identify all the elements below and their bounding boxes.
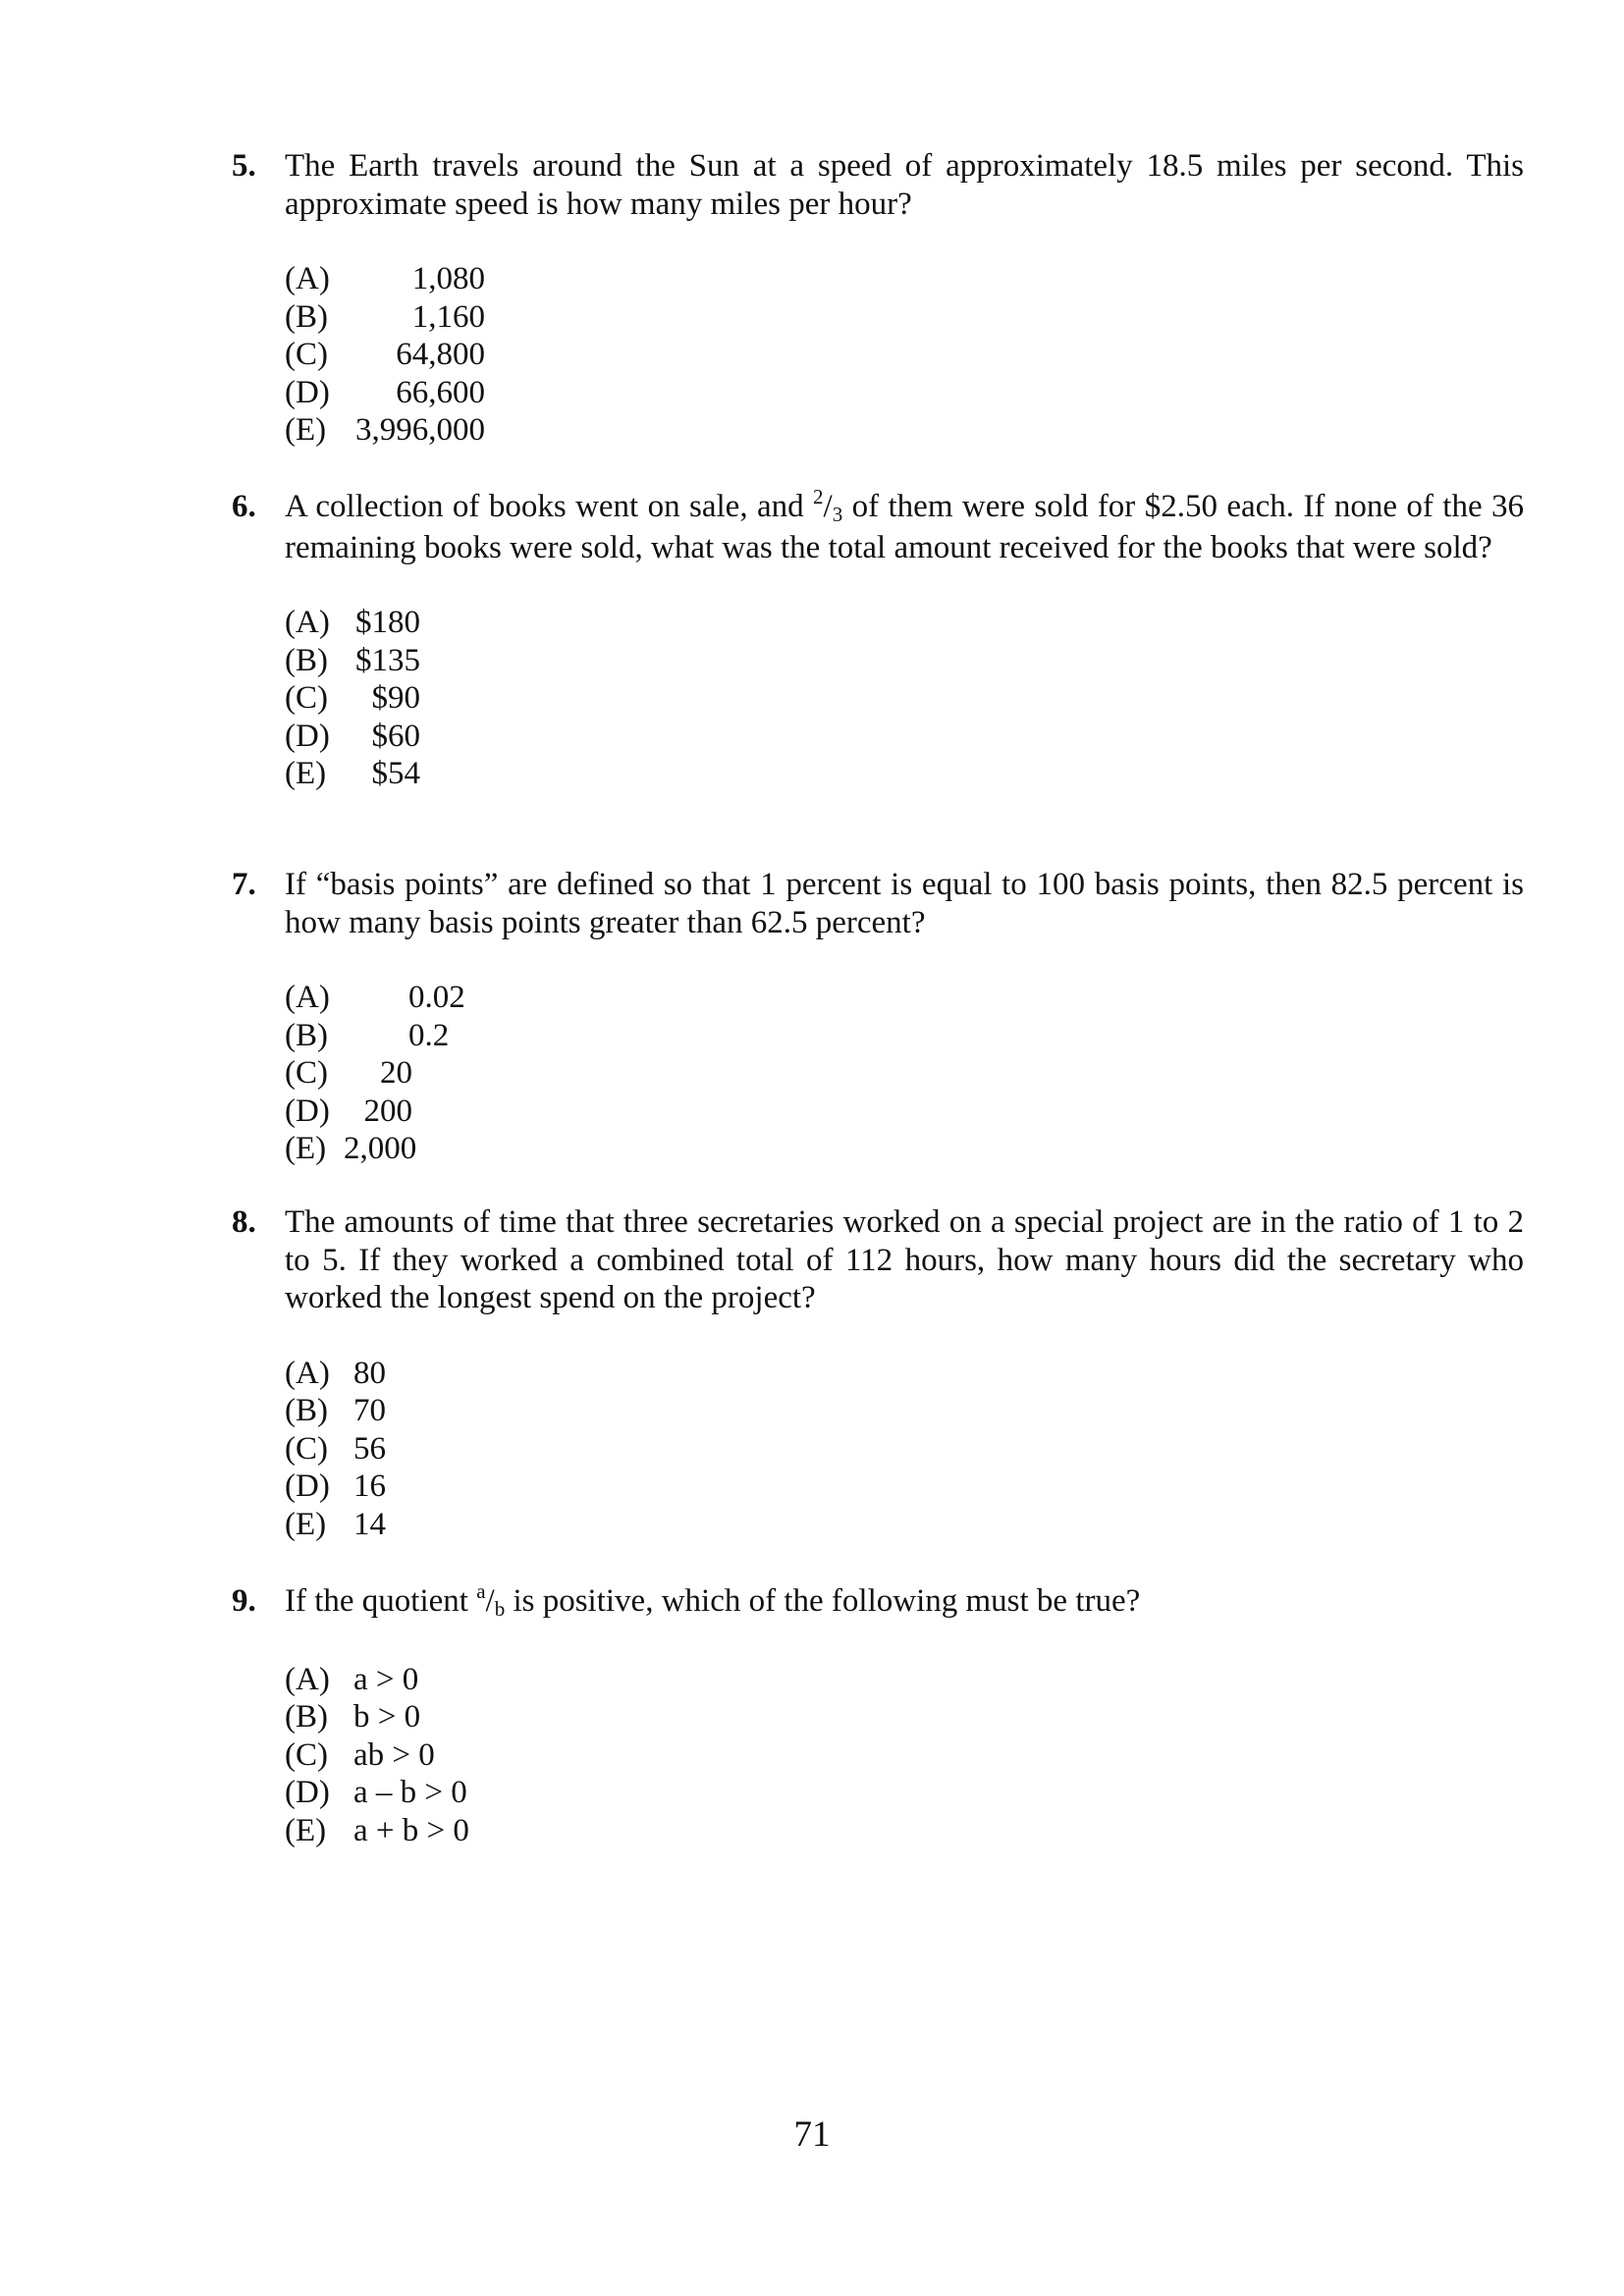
option-value: ab > 0 <box>353 1736 435 1773</box>
option-b <box>285 298 1524 337</box>
question-text-start: If the quotient <box>285 1583 477 1619</box>
answer-options <box>285 1355 1524 1544</box>
option-label: (A) <box>285 980 330 1015</box>
option-c <box>285 1430 1524 1468</box>
option-value: 0.02 <box>408 980 465 1015</box>
question-number: 6. <box>232 489 256 524</box>
option-label: (D) <box>285 1093 330 1129</box>
answer-options <box>285 979 1524 1168</box>
option-label: (A) <box>285 261 330 296</box>
option-value: $60 <box>371 718 420 754</box>
question-9 <box>232 1579 1524 1849</box>
option-value: 66,600 <box>396 374 485 410</box>
option-value: 16 <box>353 1468 386 1504</box>
option-label: (C) <box>285 1430 328 1467</box>
answer-options <box>285 604 1524 793</box>
answer-options <box>285 1661 1524 1850</box>
option-label: (E) <box>285 756 327 791</box>
option-label: (D) <box>285 374 330 410</box>
question-7 <box>232 866 1524 1168</box>
fraction-numerator: 2 <box>813 485 824 508</box>
option-label: (C) <box>285 337 328 372</box>
option-value: a + b > 0 <box>353 1812 469 1848</box>
option-label: (B) <box>285 298 328 335</box>
option-label: (A) <box>285 1355 330 1391</box>
option-b <box>285 642 1524 680</box>
option-d <box>285 1468 1524 1506</box>
option-value: 64,800 <box>396 337 485 372</box>
option-value: $90 <box>371 680 420 716</box>
fraction-slash: / <box>823 489 833 524</box>
option-label: (C) <box>285 680 328 716</box>
fraction-numerator: a <box>476 1579 486 1603</box>
option-a <box>285 260 1524 298</box>
option-value: $54 <box>371 756 420 791</box>
option-a <box>285 1355 1524 1393</box>
option-label: (A) <box>285 1661 330 1697</box>
option-value: 3,996,000 <box>355 412 485 448</box>
option-label: (D) <box>285 1775 330 1810</box>
question-8 <box>232 1203 1524 1543</box>
option-label: (E) <box>285 1812 327 1848</box>
option-value: a – b > 0 <box>353 1775 467 1810</box>
option-d <box>285 718 1524 756</box>
option-c <box>285 679 1524 718</box>
option-b <box>285 1698 1524 1736</box>
option-e <box>285 1812 1524 1850</box>
option-label: (B) <box>285 642 328 678</box>
question-text-start: A collection of books went on sale, and <box>285 489 814 524</box>
option-e <box>285 1506 1524 1544</box>
option-value: 56 <box>353 1430 386 1467</box>
option-value: $135 <box>355 642 420 678</box>
option-value: 200 <box>363 1093 412 1129</box>
fraction-slash: / <box>485 1583 495 1619</box>
option-label: (B) <box>285 1017 328 1053</box>
option-d <box>285 374 1524 412</box>
option-value: b > 0 <box>353 1699 421 1735</box>
option-label: (A) <box>285 605 330 640</box>
question-text-end: of them were sold for $2.50 each. If none of the 36 remaining books were sold, what was the total amount received for the books that were sold? <box>285 489 1524 565</box>
question-text: The Earth travels around the Sun at a speed of approximately 18.5 miles per second. This approximate speed is how many miles per hour? <box>285 148 1524 222</box>
question-text: If “basis points” are defined so that 1 percent is equal to 100 basis points, then 82.5 percent is how many basis points greater than 62.5 percent? <box>285 867 1524 940</box>
option-value: a > 0 <box>353 1661 419 1697</box>
option-label: (D) <box>285 718 330 754</box>
question-number: 7. <box>232 867 256 902</box>
option-value: 14 <box>353 1506 386 1542</box>
option-e <box>285 1130 1524 1168</box>
option-label: (C) <box>285 1736 328 1773</box>
question-text <box>285 1579 1524 1624</box>
option-value: 70 <box>353 1393 386 1428</box>
option-a <box>285 604 1524 642</box>
option-c <box>285 1054 1524 1093</box>
option-label: (B) <box>285 1699 328 1735</box>
option-c <box>285 336 1524 374</box>
option-d <box>285 1093 1524 1131</box>
option-label: (D) <box>285 1468 330 1504</box>
question-text <box>285 485 1524 566</box>
question-6 <box>232 485 1524 793</box>
option-d <box>285 1774 1524 1812</box>
option-value: 20 <box>380 1055 412 1091</box>
option-label: (E) <box>285 1131 327 1166</box>
option-e <box>285 411 1524 450</box>
option-label: (E) <box>285 1506 327 1542</box>
page-number: 71 <box>793 2114 831 2155</box>
option-value: 1,080 <box>411 261 485 296</box>
question-text: The amounts of time that three secretaries worked on a special project are in the ratio of 1 to 2 to 5. If they worked a combined total of 112 hours, how many hours did the secretary who worked the longest spend on the project? <box>285 1204 1524 1315</box>
option-a <box>285 1661 1524 1699</box>
option-value: 0.2 <box>408 1017 450 1053</box>
fraction-denominator: b <box>494 1597 506 1621</box>
option-label: (C) <box>285 1055 328 1091</box>
question-number: 5. <box>232 148 256 184</box>
fraction-denominator: 3 <box>832 503 843 526</box>
option-value: 1,160 <box>411 298 485 335</box>
option-b <box>285 1017 1524 1055</box>
option-e <box>285 755 1524 793</box>
answer-options <box>285 260 1524 450</box>
option-value: 2,000 <box>344 1131 417 1166</box>
question-text-end: is positive, which of the following must be true? <box>505 1583 1141 1619</box>
question-5 <box>232 147 1524 450</box>
option-value: 80 <box>353 1355 386 1391</box>
option-label: (E) <box>285 412 327 448</box>
option-c <box>285 1736 1524 1775</box>
option-label: (B) <box>285 1393 328 1428</box>
option-value: $180 <box>355 605 420 640</box>
option-a <box>285 979 1524 1017</box>
question-number: 9. <box>232 1583 256 1619</box>
question-number: 8. <box>232 1204 256 1240</box>
option-b <box>285 1392 1524 1430</box>
